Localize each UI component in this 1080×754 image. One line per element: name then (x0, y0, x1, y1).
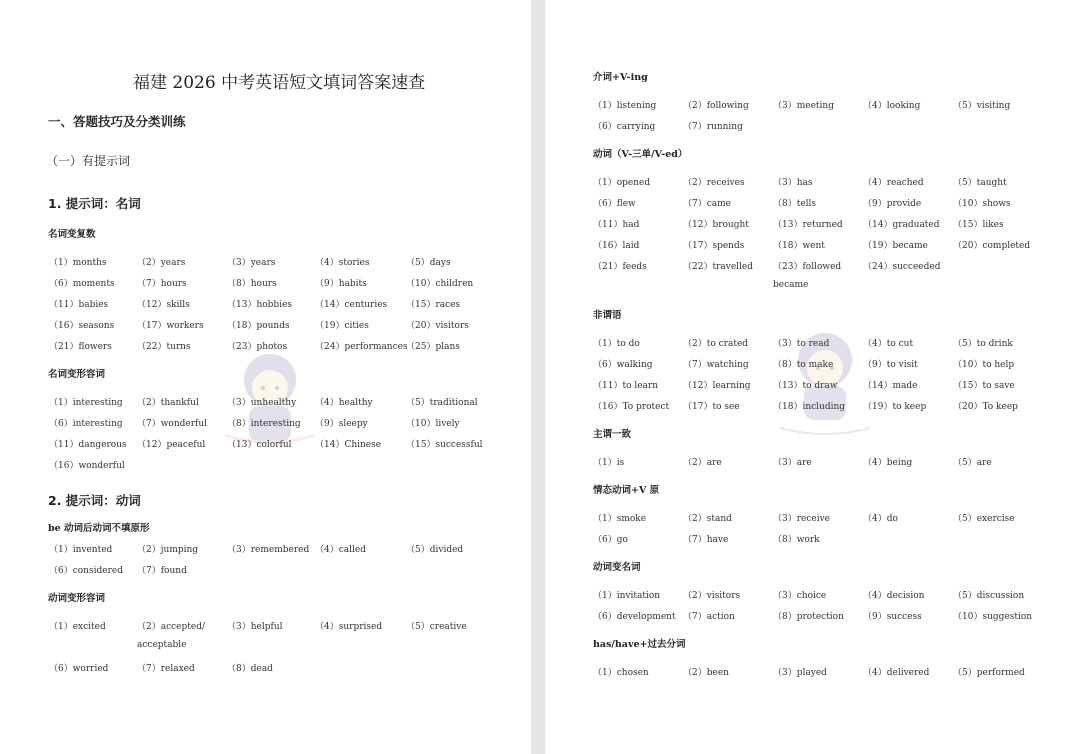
group-label: 动词变名词 (593, 562, 641, 573)
group-label: 情态动词+V 原 (593, 485, 660, 496)
answer-item: （5）to drink (953, 339, 1013, 349)
answer-item: （5）visiting (953, 101, 1011, 111)
answer-item: （5）discussion (953, 591, 1025, 601)
answer-item: （24）succeeded (863, 262, 941, 272)
answer-item: （5）exercise (953, 514, 1015, 524)
answer-item: （23）followed (773, 262, 842, 272)
answer-item: （13）to draw (773, 381, 838, 391)
answer-item: （1）opened (593, 178, 651, 188)
answer-item: （15）likes (953, 220, 1004, 230)
answer-item: （3）are (773, 458, 812, 468)
answer-item: （20）To keep (953, 402, 1018, 412)
answer-item: （5）performed (953, 668, 1025, 678)
answer-item: （10）to help (953, 360, 1015, 370)
group-label: 主谓一致 (593, 429, 632, 440)
answer-item: （16）To protect (593, 402, 670, 412)
answer-item: （4）reached (863, 178, 924, 188)
answer-item: （5）traditional (406, 398, 478, 408)
answer-item: （8）interesting (227, 419, 301, 429)
answer-item: （1）excited (49, 622, 106, 632)
answer-item: （14）graduated (863, 220, 940, 230)
answer-item: （18）pounds (227, 321, 290, 331)
answer-item: （8）dead (227, 664, 273, 674)
answer-item: （4）looking (863, 101, 921, 111)
answer-item: （1）invitation (593, 591, 661, 601)
answer-item: （22）turns (137, 342, 191, 352)
answer-item: （8）protection (773, 612, 844, 622)
answer-item: （4）do (863, 514, 898, 524)
answer-item: （21）feeds (593, 262, 647, 272)
answer-item: （4）to cut (863, 339, 914, 349)
answer-item: （12）learning (683, 381, 751, 391)
answer-item: （6）moments (49, 279, 115, 289)
answer-item: （20）visitors (406, 321, 469, 331)
subsection-heading: （一）有提示词 (46, 154, 131, 168)
answer-item: （5）taught (953, 178, 1007, 188)
answer-item: （25）plans (406, 342, 460, 352)
answer-item: （9）to visit (863, 360, 918, 370)
answer-item: （1）is (593, 458, 625, 468)
answer-item: （3）has (773, 178, 813, 188)
answer-item: （11）dangerous (49, 440, 127, 450)
answer-item: （11）babies (49, 300, 109, 310)
answer-item: （8）to make (773, 360, 834, 370)
answer-item: （6）interesting (49, 419, 123, 429)
answer-item: （3）unhealthy (227, 398, 297, 408)
answer-item: （14）centuries (315, 300, 388, 310)
answer-item: （11）to learn (593, 381, 659, 391)
answer-item: （9）habits (315, 279, 367, 289)
group-label: be 动词后动词不填原形 (48, 523, 150, 534)
section-heading: 一、答题技巧及分类训练 (48, 114, 186, 129)
answer-item: （21）flowers (49, 342, 112, 352)
answer-item: （15）races (406, 300, 461, 310)
answer-item: （17）workers (137, 321, 204, 331)
answer-item: （2）to crated (683, 339, 749, 349)
answer-item: （2）following (683, 101, 749, 111)
answer-item: （6）considered (49, 566, 123, 576)
answer-item: （6）carrying (593, 122, 656, 132)
answer-item: （2）accepted/ (137, 622, 205, 632)
answer-item: （19）to keep (863, 402, 927, 412)
answer-item: （2）been (683, 668, 729, 678)
answer-item: （23）photos (227, 342, 288, 352)
answer-item: （10）suggestion (953, 612, 1033, 622)
answer-item: （14）Chinese (315, 440, 382, 450)
answer-item: （13）hobbies (227, 300, 293, 310)
answer-item: （17）to see (683, 402, 740, 412)
answer-item: （4）being (863, 458, 913, 468)
answer-item: （7）came (683, 199, 731, 209)
answer-item: （13）colorful (227, 440, 292, 450)
answer-item: （6）go (593, 535, 628, 545)
answer-item: （16）seasons (49, 321, 115, 331)
answer-item: became (773, 280, 809, 290)
answer-item: （3）remembered (227, 545, 310, 555)
answer-item: （2）are (683, 458, 722, 468)
answer-item: （2）jumping (137, 545, 199, 555)
answer-item: （1）to do (593, 339, 640, 349)
document-page-left (0, 0, 531, 754)
answer-item: （4）surprised (315, 622, 383, 632)
answer-item: （4）delivered (863, 668, 930, 678)
group-label: 名词变形容词 (48, 369, 106, 380)
answer-item: （5）divided (406, 545, 464, 555)
answer-item: （3）played (773, 668, 827, 678)
answer-item: （1）invented (49, 545, 113, 555)
answer-item: （6）worried (49, 664, 109, 674)
answer-item: （15）to save (953, 381, 1015, 391)
answer-item: （6）flew (593, 199, 636, 209)
answer-item: （4）decision (863, 591, 925, 601)
answer-item: （17）spends (683, 241, 745, 251)
answer-item: （4）stories (315, 258, 370, 268)
group-label: has/have+过去分词 (593, 639, 686, 650)
answer-item: （11）had (593, 220, 640, 230)
answer-item: （4）healthy (315, 398, 373, 408)
answer-item: （24）performances (315, 342, 408, 352)
group-label: 名词变复数 (48, 229, 96, 240)
group-label: 非谓语 (593, 310, 622, 321)
answer-item: （1）months (49, 258, 107, 268)
answer-item: （5）creative (406, 622, 467, 632)
answer-item: （2）years (137, 258, 186, 268)
answer-item: （19）became (863, 241, 928, 251)
answer-item: （4）called (315, 545, 366, 555)
answer-item: （7）have (683, 535, 729, 545)
answer-item: （16）laid (593, 241, 640, 251)
answer-item: （3）meeting (773, 101, 834, 111)
answer-item: （7）wonderful (137, 419, 208, 429)
answer-item: （7）relaxed (137, 664, 195, 674)
answer-item: （8）tells (773, 199, 817, 209)
answer-item: （8）work (773, 535, 820, 545)
answer-item: （3）years (227, 258, 276, 268)
answer-item: （3）receive (773, 514, 831, 524)
group-label: 介词+V-ing (593, 72, 648, 83)
answer-item: （2）thankful (137, 398, 199, 408)
answer-item: （2）receives (683, 178, 745, 188)
answer-item: （7）action (683, 612, 735, 622)
answer-item: acceptable (137, 640, 187, 650)
answer-item: （7）watching (683, 360, 749, 370)
answer-item: （13）returned (773, 220, 843, 230)
answer-item: （3）to read (773, 339, 830, 349)
answer-item: （7）hours (137, 279, 187, 289)
answer-item: （1）smoke (593, 514, 647, 524)
answer-item: （8）hours (227, 279, 277, 289)
answer-item: （9）provide (863, 199, 922, 209)
answer-item: （7）running (683, 122, 743, 132)
answer-item: （10）lively (406, 419, 460, 429)
answer-item: （12）skills (137, 300, 190, 310)
answer-item: （9）sleepy (315, 419, 368, 429)
group-label: 动词（V-三单/V-ed） (593, 149, 688, 160)
answer-item: （3）choice (773, 591, 827, 601)
answer-item: （16）wonderful (49, 461, 125, 471)
answer-item: （6）walking (593, 360, 653, 370)
answer-item: （5）are (953, 458, 992, 468)
answer-item: （18）went (773, 241, 825, 251)
answer-item: （2）stand (683, 514, 732, 524)
answer-item: （7）found (137, 566, 187, 576)
answer-item: （15）successful (406, 440, 483, 450)
answer-item: （18）including (773, 402, 846, 412)
answer-item: （12）brought (683, 220, 749, 230)
document-page-right (545, 0, 1080, 754)
answer-item: （1）listening (593, 101, 657, 111)
noun-heading: 1. 提示词：名词 (48, 196, 141, 211)
answer-item: （10）shows (953, 199, 1011, 209)
answer-item: （19）cities (315, 321, 369, 331)
answer-item: （2）visitors (683, 591, 741, 601)
answer-item: （12）peaceful (137, 440, 206, 450)
answer-item: （9）success (863, 612, 922, 622)
answer-item: （1）interesting (49, 398, 123, 408)
answer-item: （5）days (406, 258, 451, 268)
document-title: 福建 2026 中考英语短文填词答案速查 (133, 73, 426, 93)
answer-item: （3）helpful (227, 622, 283, 632)
answer-item: （20）completed (953, 241, 1031, 251)
answer-item: （14）made (863, 381, 918, 391)
answer-item: （6）development (593, 612, 676, 622)
group-label: 动词变形容词 (48, 593, 106, 604)
answer-item: （10）children (406, 279, 474, 289)
answer-item: （1）chosen (593, 668, 649, 678)
verb-heading: 2. 提示词：动词 (48, 493, 141, 508)
answer-item: （22）travelled (683, 262, 753, 272)
